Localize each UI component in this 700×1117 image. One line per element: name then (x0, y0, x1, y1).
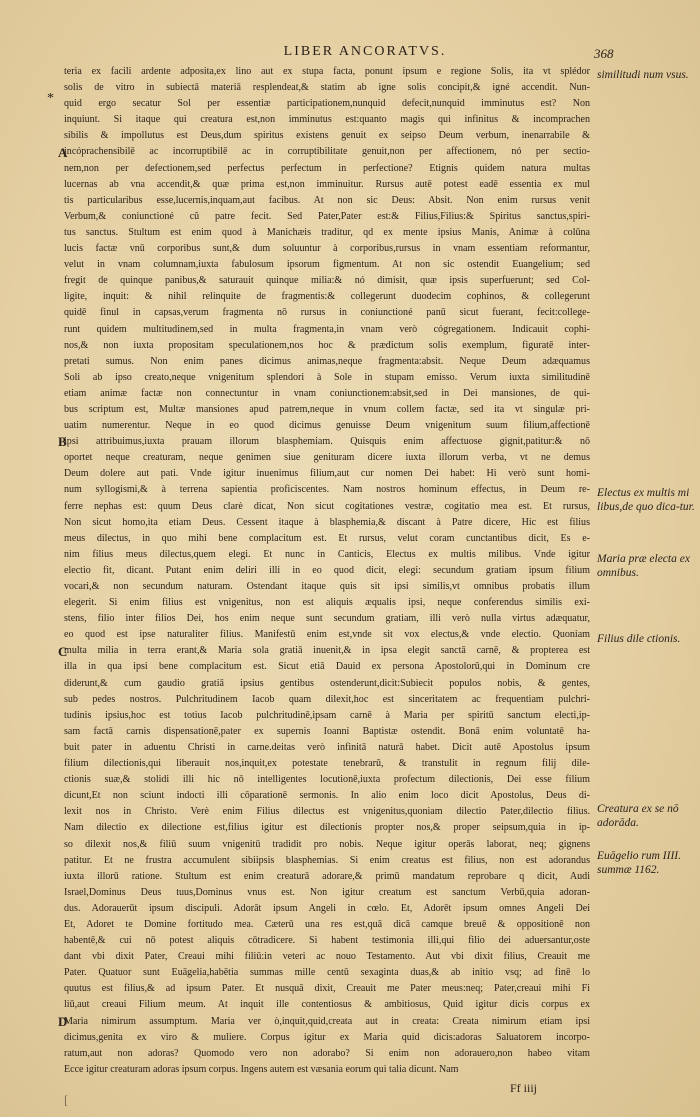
text-line: ipsi attribuimus,iuxta prauam illorum blasphemiam. Quisquis enim affectuose gignit,patitur:& nō (64, 436, 590, 448)
text-line: dicimus,genita ex viro & muliere. Corpus igitur ex Maria quid dicis:adoras Saluatorem incorpo- (64, 1031, 590, 1043)
text-line: Israel,Dominus Deus tuus,Dominus vnus est. Non igitur creatum est sanctum Verbū,quia adoran- (64, 886, 590, 898)
text-line: electio fit, dicant. Putant enim deliri illi in eo quod dicit, elegi: secundum gratiam ipsum filium (64, 564, 590, 576)
text-line: so dilexit nos,& filiū suum vnigenitū tradidit pro nobis. Neque igitur operās laborat, neq; gignens (64, 838, 590, 850)
text-line: dicunt,Et non sciunt indocti illi cōparationē sermonis. In alio enim loco dicit Apostolus, Deus di- (64, 790, 590, 802)
margin-note-similitudinum: similitudi num vsus. (597, 69, 689, 81)
bracket-mark: [ (64, 1092, 69, 1107)
section-letter-d: D (58, 1014, 68, 1029)
text-line: iuxta illorū ratione. Stultum est enim creaturā adorare,& primū mandatum reprobare q dicit, Audi (64, 870, 590, 882)
section-letter-c: C (58, 644, 68, 659)
text-line: quidē finul in capsas,verum fragmenta nō rursus in coniunctioné panū sicut fuerant, fecit:college- (64, 307, 590, 319)
text-line: tudinis ipsius,hoc est totius Iacob pulchritudinē,ipsam carnē à Maria per spiritū sanctum electi,ip- (64, 709, 590, 721)
text-line: sub pedes nostros. Pulchritudinem Iacob quam dilexit,hoc est sinceritatem ac frequentiam pulchri- (64, 693, 590, 705)
text-line: dant vbi dixit Pater, Creaui mihi filiū:in veteri ac nouo Testamento. Aut vbi dixit filius, Creauit me (64, 951, 590, 963)
signature-mark: Ff iiij (510, 1081, 538, 1095)
text-line: Nam dilectio ex dilectione est,filius igitur est dilectionis propter nos,& proper seipsum,quia in ip- (64, 822, 590, 834)
text-line: vocari,& non secundum naturam. Ostendant itaque quis sit ipsi similis,vt omnibus probatis illum (64, 581, 590, 592)
text-line: runt quidem multitudinem,sed in multa fragmenta,in vnam verò cógregationem. Indicauit cophi- (64, 323, 590, 335)
text-line: meus dilectus, in quo mihi bene complacitum est. Et rursus, velut coram cunctantibus dicit, Es e- (64, 532, 590, 544)
section-letter-a: A (58, 145, 68, 160)
text-line: incóprachensibilē ac incorruptibilē ac in corruptibilitate genuit,non per affectionem, nó per sectio- (64, 146, 590, 158)
text-line: pretati sumus. Non enim panes dicimus animas,neque fragmenta:absit. Neque Deum adæquamus (64, 355, 590, 367)
text-line: tis particularibus esse,lucernis,inquam,aut facibus. At non sic Deus: Absit. Non enim rursus venit (64, 194, 590, 206)
body-text (64, 64, 590, 1078)
text-line: Maria nimirum assumptum. Maria ver ò,inquit,quid,creata aut in creata: Creata nimirum etiam ipsi (64, 1015, 590, 1027)
margin-note-creatura: Creatura ex se nō adorāda. (597, 803, 679, 829)
section-letter-b: B (58, 434, 67, 449)
asterisk-marker: * (47, 91, 54, 106)
text-line: filium dilectionis,qui liberauit nos,inquit,ex potestate tenebrarū, & transtulit in regnum filij dile- (64, 758, 590, 770)
text-line: etiam animæ factæ non connectuntur in vnam coniunctionem:absit,sed in Dei mansiones, de qui- (64, 387, 590, 399)
text-line: quutus est filius,& ad ipsum Pater. Et nusquā dixit, Creauit me Pater meus:neq; Pater,creaui mihi Fi (64, 983, 590, 995)
text-line: Verbum,& coniunctioné cũ patre fecit. Sed Pater,Pater est:& Filius,Filius:& Spiritus sanctus,spiri- (64, 210, 590, 222)
margin-note-euangelio: Euāgelio rum IIII. summæ 1162. (597, 850, 681, 876)
margin-note-filius: Filius dile ctionis. (597, 633, 681, 645)
text-line: Ecce igitur creaturam adoras ipsum corpus. Ingens autem est væsania eorum qui talia dicunt. Nam (64, 1063, 459, 1075)
text-line: solis de vitro in subiectā materiā resplendeat,& statim ab igne solis concipit,& igné accendit. Nun- (64, 82, 590, 94)
text-line: ligite, inquit: & nihil relinquite de fragmentis:& collegerunt duodecim cophinos, & collegerunt (64, 291, 590, 303)
text-line: teria ex facili ardente adposita,ex lino aut ex stupa facta, ponunt ipsum e regione Solis, ita vt splédor (64, 66, 590, 77)
text-line: quid ergo secatur Sol per essentiæ participationem,nunquid defecit,nunquid imminutus est? Non (64, 98, 590, 110)
text-line: nim filius meus dilectus,quem elegi. Et nunc in Canticis, Electus ex multis milibus. Vnde igitur (64, 548, 590, 560)
text-line: Soli ab ipso creato,neque vnigenitum splendori à Sole in stupam emisso. Verum iuxta similitudinē (64, 371, 590, 383)
text-line: fregit de quinque panibus,& saturauit quinque milia:& nó dimisit, quæ ipsis superfuerunt; sed Col- (64, 275, 590, 287)
text-line: lexit nos in Christo. Verè enim Filius dilectus est vnigenitus,quoniam dilectio Pater,dilectio filius. (64, 806, 590, 818)
text-line: nos,& non iuxta propositam speculationem,nos hoc & prædictum solis exemplum, figuratē inter- (64, 339, 590, 351)
margin-note-electus: Electus ex multis mi libus,de quo dica-tur. (597, 487, 695, 513)
text-line: tus sanctus. Stultum est enim quod à Manichæis traditur, qd ex mente ipsius Manis, Animæ à colūna (64, 226, 590, 238)
text-line: lucernas ab vna accendit,& quæ prima est,non imminuitur. Rursus autē potest eadē essentia ex mul (64, 178, 590, 190)
text-line: diderunt,& cum gaudio gratiā ipsius gentibus ostenderunt,dicit:Subiecit populos nobis, & gentes, (64, 677, 590, 689)
text-line: liū,aut creaui Filium meum. At inquit ille contentiosus & ambitiosus, Quid igitur dicis corpus ex (64, 999, 590, 1011)
text-line: sam factā carnis dispensationē,pater ex supernis Ioanni Baptistæ ostendit. Bonā enim voluntatē ha- (64, 725, 590, 737)
text-line: Deum dolere aut pati. Vnde igitur inuenimus filium,aut cur nomen Dei habet: Hi verò sunt homi- (64, 468, 590, 480)
text-line: habentē,& cui nō potest aliquis cōtradicere. Si habent testimonia illi,qui filio dei aduersantur,oste (64, 935, 590, 947)
text-line: uatim numerentur. Neque in eo quod dicimus genuisse Deum vnigenitum suum filium,affectionē (64, 420, 590, 432)
folio-number: 368 (594, 46, 614, 61)
text-line: sibilis & impollutus est Deus,dum spiritus existens genuit ex seipso Deum verbum, inenarrabile & (64, 130, 590, 142)
text-line: velut in vnam columnam,iuxta fabulosum ipsorum figmentum. At non sic ostendit Euangelium; sed (64, 259, 590, 271)
margin-note-maria: Maria præ electa ex omnibus. (597, 553, 690, 579)
text-line: elegerit. Si enim filius est vnigenitus, non est aliquis æqualis ipsi, neque conferendus similis exi- (64, 597, 590, 609)
running-title: LIBER ANCORATVS. (283, 44, 447, 59)
text-line: inquiunt. Si itaque qui creatura est,non imminutus est:quanto magis qui infinitus & incomprachen (64, 114, 590, 126)
text-line: num syllogismi,& à terrena sapientia proficiscentes. Nam nostros hominum effectus, in Deum re- (64, 484, 590, 496)
text-line: ratum,aut non adoras? Quomodo vero non adorabo? Si enim non adorauero,non habeo vitam (64, 1047, 590, 1059)
text-line: ctionis suæ,& stolidi illi hic nō intelligentes locutionē,iuxta profectum dilectionis, Dei esse filium (64, 774, 590, 786)
text-line: lucis factæ vnū corporibus sunt,& dum soluuntur à corporibus,rursus in vnam essentiam reformantur, (64, 243, 590, 255)
text-line: Et, Adoret te Domine fortitudo mea. Cæterū una res est,quā dicā camque breuē & oppositionē non (64, 918, 590, 930)
text-line: stens, filio inter filios Dei, hos enim neque sunt secundum gratiam, illi verò nulla virtus adæquatur, (64, 613, 590, 625)
text-line: ferre nephas est: quum Deus clarè dicat, Non sicut cogitationes vestræ, cogitatio mea est. Et rursus, (64, 500, 590, 512)
text-line: buit pater in aduentu Christi in carne.deitas verò infinitā naturā habet. Dicit autē Apostolus ipsum (64, 741, 590, 753)
text-line: Non sicut homo,ita etiam Deus. Cessent itaque à blasphemia,& discant à Patre dicere, Hic est filius (64, 516, 590, 528)
text-line: Pater. Quatuor sunt Euāgelia,habētia summas mille centū sexaginta duas,& ab initio vsq; ad finē lo (64, 967, 590, 979)
text-line: oportet neque creaturam, neque genimen siue genituram dicere iuxta illorum verba, vt ne demus (64, 452, 590, 464)
text-line: nem,non per defectionem,sed perfectus perfectum in perfectione? Etignis quidem natura multas (64, 162, 590, 174)
text-line: dus. Adorauerūt ipsum discipuli. Adorāt ipsum Angeli in cœlo. Et, Adorēt ipsum omnes Angeli Dei (64, 902, 590, 914)
text-line: multa milia in terra erant,& Maria sola gratiā inuenit,& in ipsa elegit sanctā carnē, & propterea est (64, 645, 590, 657)
text-line: patitur. Et ne frustra accumulent sibiipsis blasphemias. Si enim creatus est filius, non est adorandus (64, 854, 590, 866)
text-line: eo quod est ipse naturaliter filius. Manifestū enim est,vnde sit vox electus,& vnde electio. Quoniam (64, 629, 590, 641)
text-line: bus scriptum est, Multæ mansiones apud patrem,neque in vnum collem factæ, sed ita vt singulæ pri- (64, 403, 590, 415)
text-line: illa in qua ipsi bene complacitum est. Sicut etiā Dauid ex persona Apostolorū,qui in Dominum cre (64, 661, 590, 673)
